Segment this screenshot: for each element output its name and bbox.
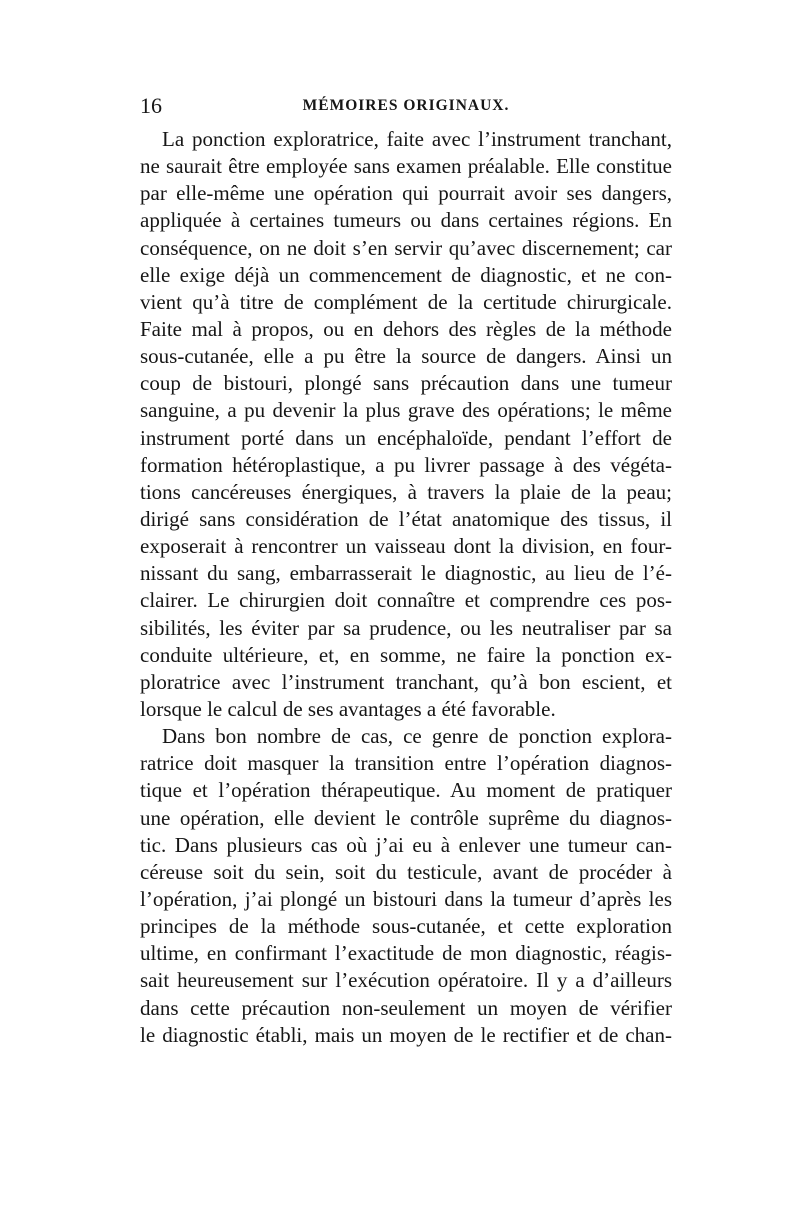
text-line: coup de bistouri, plongé sans précaution dans une tumeur	[140, 371, 672, 396]
text-line: appliquée à certaines tumeurs ou dans certaines régions. En	[140, 208, 672, 233]
text-line: vient qu’à titre de complément de la certitude chirurgicale.	[140, 289, 672, 314]
text-line: clairer. Le chirurgien doit connaître et comprendre ces pos-	[140, 588, 672, 613]
text-line: une opération, elle devient le contrôle suprême du diagnos-	[140, 805, 672, 830]
text-line: le diagnostic établi, mais un moyen de le rectifier et de chan-	[140, 1022, 672, 1047]
text-line: conséquence, on ne doit s’en servir qu’avec discernement; car	[140, 235, 672, 260]
text-line: Dans bon nombre de cas, ce genre de ponction explora-	[162, 724, 672, 749]
text-line: formation hétéroplastique, a pu livrer passage à des végéta-	[140, 452, 672, 477]
text-line: lorsque le calcul de ses avantages a été favorable.	[140, 696, 556, 721]
text-line: ploratrice avec l’instrument tranchant, qu’à bon escient, et	[140, 669, 672, 694]
text-line: sous-cutanée, elle a pu être la source de dangers. Ainsi un	[140, 344, 672, 369]
paragraph-2	[140, 723, 672, 1049]
text-line: dans cette précaution non-seulement un moyen de vérifier	[140, 995, 672, 1020]
text-line: ultime, en confirmant l’exactitude de mon diagnostic, réagis-	[140, 941, 672, 966]
text-line: par elle-même une opération qui pourrait avoir ses dangers,	[140, 181, 672, 206]
text-line: conduite ultérieure, et, en somme, ne faire la ponction ex-	[140, 642, 672, 667]
text-line: tic. Dans plusieurs cas où j’ai eu à enlever une tumeur can-	[140, 832, 672, 857]
text-line: dirigé sans considération de l’état anatomique des tissus, il	[140, 506, 672, 531]
text-line: tions cancéreuses énergiques, à travers la plaie de la peau;	[140, 479, 672, 504]
running-head: MÉMOIRES ORIGINAUX.	[302, 97, 510, 114]
page-number: 16	[140, 93, 162, 118]
text-line: nissant du sang, embarrasserait le diagnostic, au lieu de l’é-	[140, 561, 672, 586]
text-line: tique et l’opération thérapeutique. Au moment de pratiquer	[140, 778, 672, 803]
text-line: ratrice doit masquer la transition entre l’opération diagnos-	[140, 751, 672, 776]
text-line: Faite mal à propos, ou en dehors des règles de la méthode	[140, 316, 672, 341]
text-line: instrument porté dans un encéphaloïde, pendant l’effort de	[140, 425, 672, 450]
text-line: elle exige déjà un commencement de diagnostic, et ne con-	[140, 262, 672, 287]
paragraph-1	[140, 126, 672, 723]
text-line: sanguine, a pu devenir la plus grave des opérations; le même	[140, 398, 672, 423]
page-header	[140, 92, 672, 126]
text-line: exposerait à rencontrer un vaisseau dont la division, en four-	[140, 534, 672, 559]
text-line: sibilités, les éviter par sa prudence, ou les neutraliser par sa	[140, 615, 672, 640]
text-line: ne saurait être employée sans examen préalable. Elle constitue	[140, 154, 672, 179]
text-line: La ponction exploratrice, faite avec l’instrument tranchant,	[162, 127, 672, 151]
text-line: principes de la méthode sous-cutanée, et cette exploration	[140, 914, 672, 939]
text-line: céreuse soit du sein, soit du testicule, avant de procéder à	[140, 859, 672, 884]
book-page	[140, 92, 672, 1049]
text-line: sait heureusement sur l’exécution opératoire. Il y a d’ailleurs	[140, 968, 672, 993]
text-line: l’opération, j’ai plongé un bistouri dans la tumeur d’après les	[140, 886, 672, 911]
